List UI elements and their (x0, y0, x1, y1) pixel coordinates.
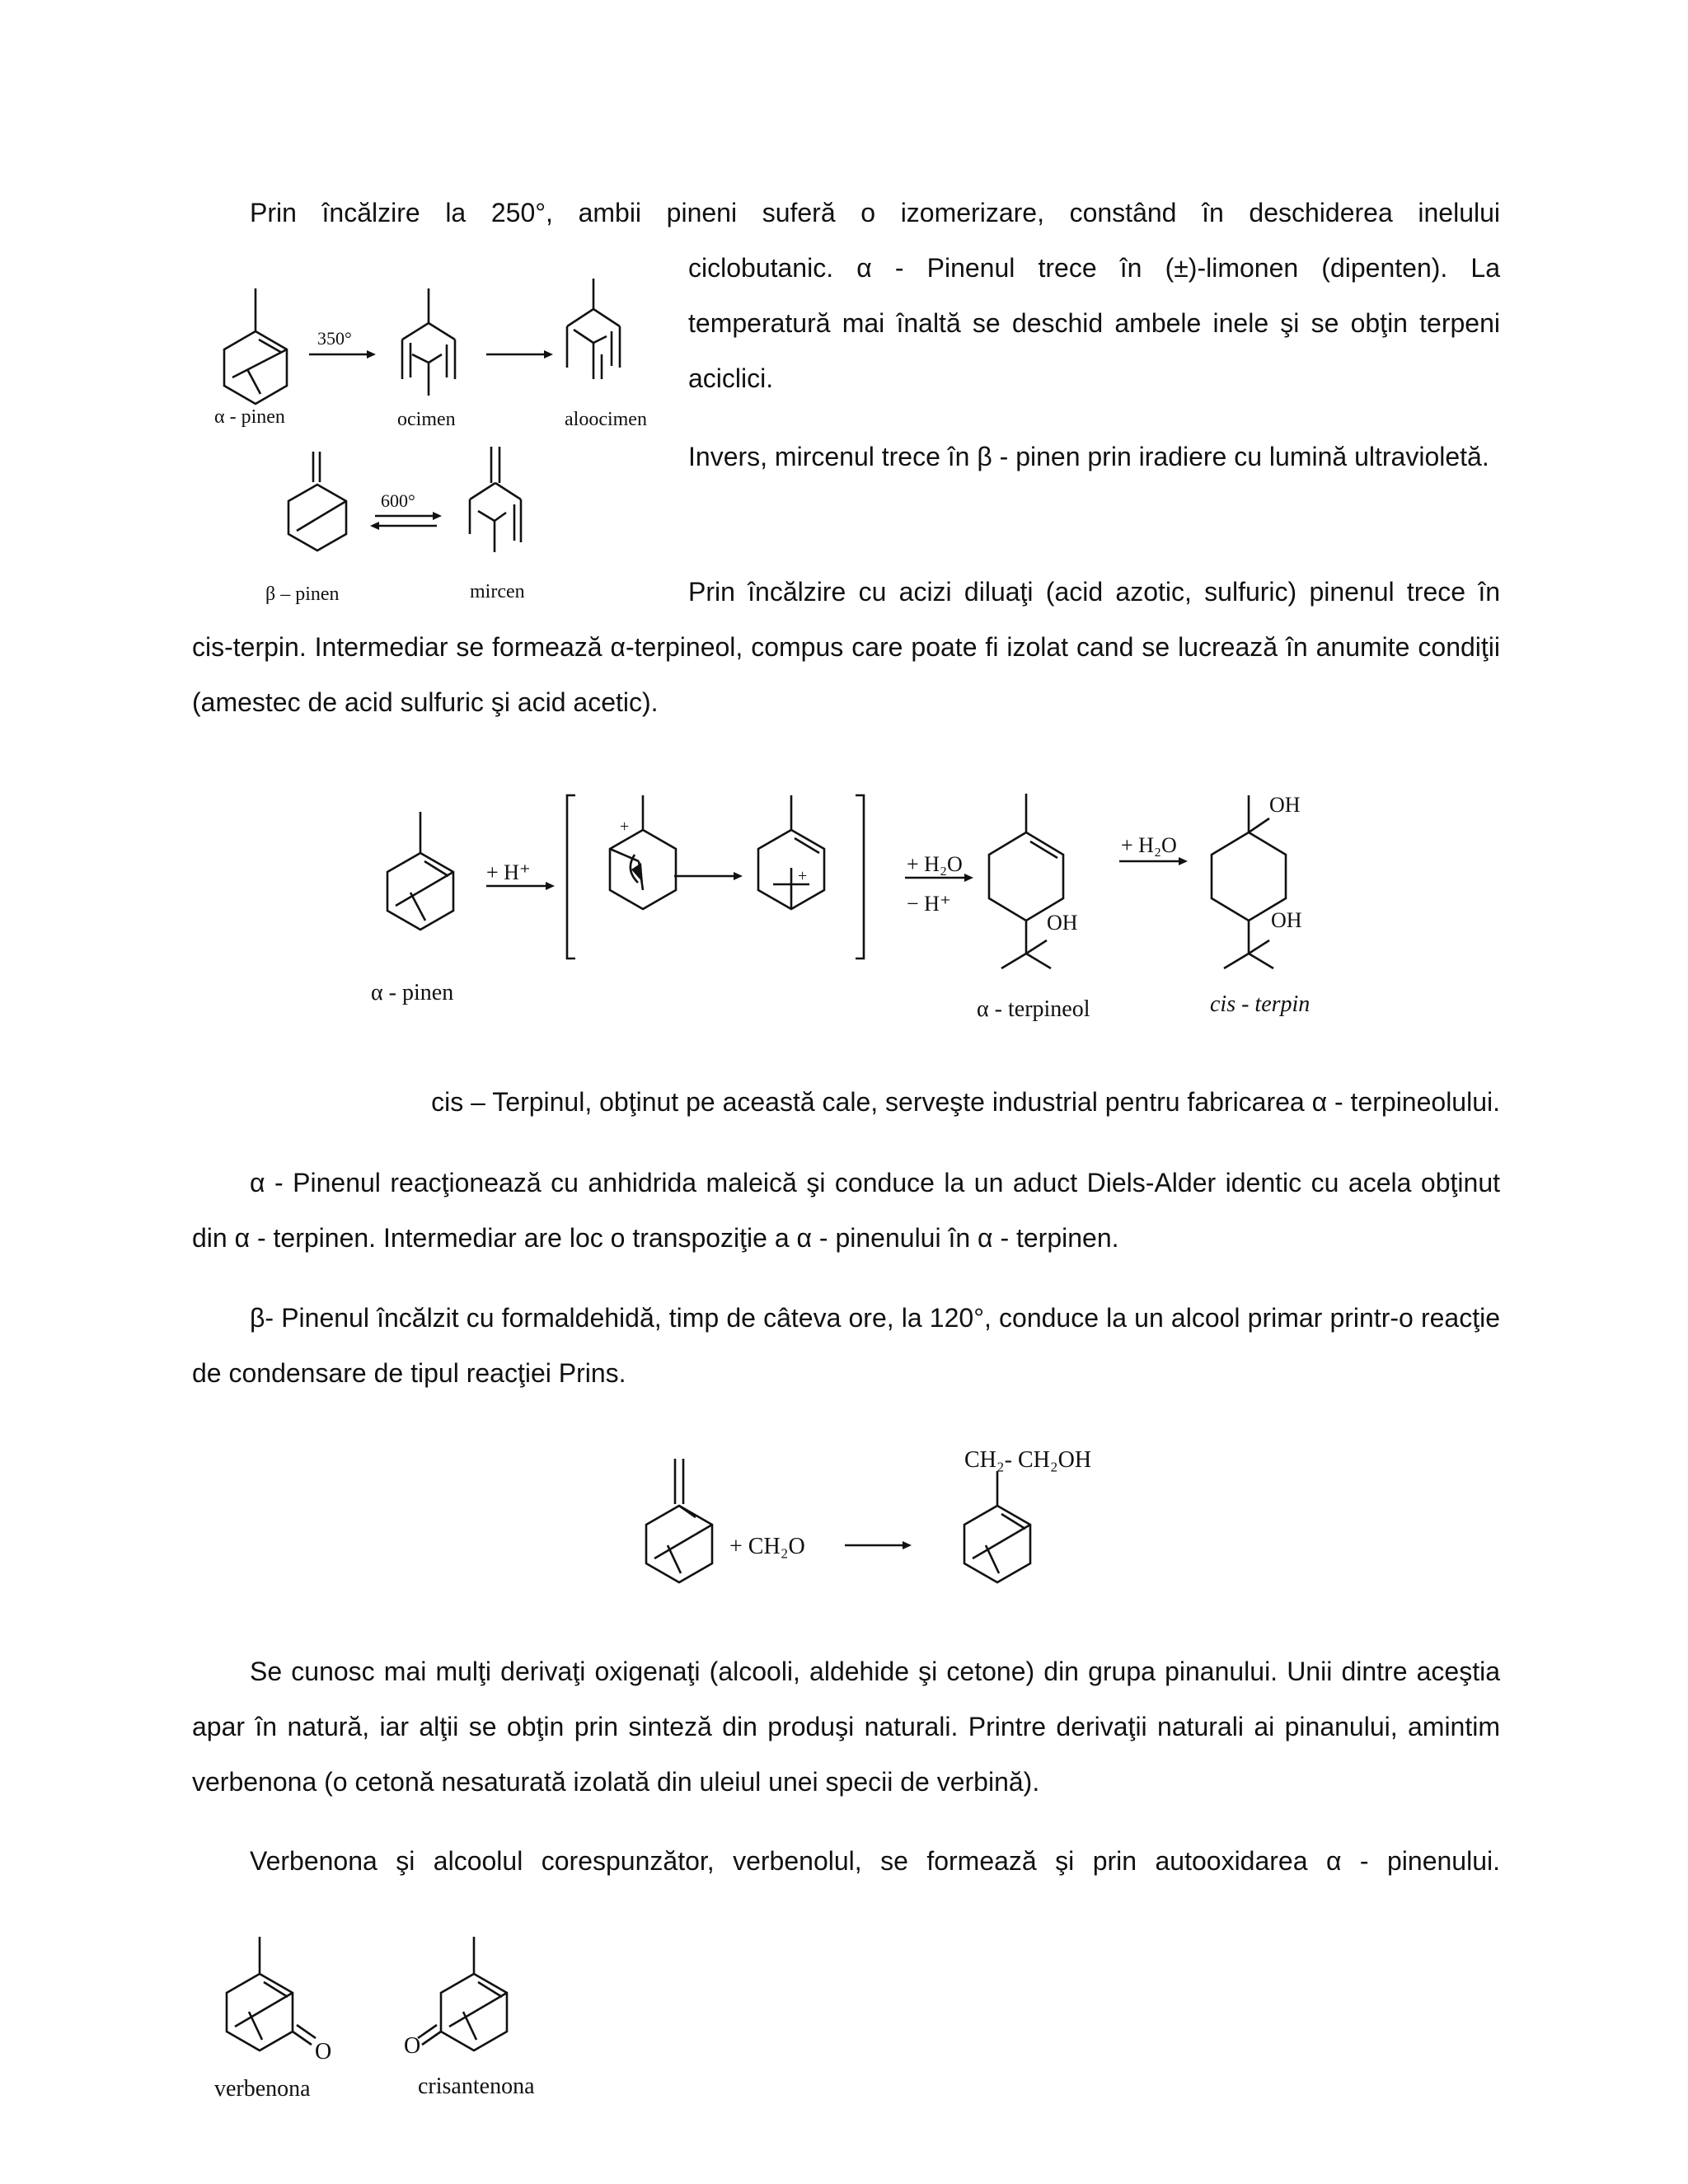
label-alpha-pinen-2: α - pinen (371, 980, 454, 1005)
paragraph-1-rest: ciclobutanic. α - Pinenul trece în (±)-limonen (dipenten). La temperatură mai înaltă se deschid ambele inele şi se obţin terpeni aciclici. (688, 253, 1500, 393)
beta-pinene-structure (288, 452, 346, 551)
temp-350: 350° (317, 328, 352, 349)
paragraph-1-line-1: Prin încălzire la 250°, ambii pineni suferă o izomerizare, constând în deschiderea inelului (250, 198, 1500, 227)
product-substituent: CH₂- CH₂OH (964, 1447, 1092, 1473)
label-crisantenona: crisantenona (418, 2074, 535, 2099)
alpha-pinene-structure (224, 288, 287, 404)
verbenone-structure (227, 1937, 316, 2050)
myrcene-structure (470, 447, 521, 552)
scheme-verbenone-chrysanthenone (206, 1908, 618, 2102)
beta-pinene-structure-2 (646, 1459, 712, 1582)
pinanyl-cation-structure (610, 795, 676, 909)
scheme-prins-reaction (610, 1438, 1104, 1611)
ocimene-structure (402, 288, 455, 396)
prins-product-structure (964, 1471, 1030, 1582)
cation-plus-2: + (798, 867, 808, 885)
paragraph-4: cis – Terpinul, obţinut pe această cale, serveşte industrial pentru fabricarea α - terpineolului. (431, 1087, 1500, 1117)
temp-600: 600° (381, 490, 415, 511)
paragraph-2: Invers, mircenul trece în β - pinen prin iradiere cu lumină ultravioletă. (688, 442, 1489, 471)
scheme-pinene-isomerization (190, 272, 684, 605)
alpha-pinene-structure-2 (387, 812, 453, 930)
cation-plus-1: + (620, 818, 630, 836)
reagent-plus-h2o-2: + H₂O (1121, 833, 1177, 857)
terpinyl-cation-structure (758, 795, 824, 909)
alpha-terpineol-structure (989, 794, 1063, 968)
chrysanthenone-structure (418, 1937, 507, 2050)
label-verbenona: verbenona (214, 2076, 311, 2102)
cis-terpin-structure (1212, 795, 1286, 968)
o-verbenone: O (315, 2039, 332, 2064)
oh-terpin-top: OH (1269, 793, 1301, 817)
scheme-terpin-formation (363, 779, 1368, 1026)
paragraph-3-first-line: Prin încălzire cu acizi diluaţi (acid azotic, sulfuric) pinenul trece în (688, 577, 1500, 607)
label-alpha-terpineol: α - terpineol (977, 996, 1090, 1022)
reagent-ch2o: + CH₂O (729, 1534, 805, 1559)
label-beta-pinen: β – pinen (265, 583, 340, 605)
reagent-h-plus: + H⁺ (486, 860, 531, 884)
label-ocimen: ocimen (397, 409, 456, 430)
label-cis-terpin: cis - terpin (1210, 991, 1311, 1017)
paragraph-5: α - Pinenul reacţionează cu anhidrida maleică şi conduce la un aduct Diels-Alder identic cu acela obţinut din α - terpinen. Intermediar are loc o transpoziţie a α - pinenului în α - terpinen. (192, 1168, 1500, 1253)
alloocimene-structure (567, 279, 620, 379)
paragraph-3-rest: cis-terpin. Intermediar se formează α-terpineol, compus care poate fi izolat cand se lucrează în anumite condiţii (amestec de acid sulfuric şi acid acetic). (192, 632, 1500, 717)
o-chrysanthenone: O (404, 2033, 421, 2059)
paragraph-7: Se cunosc mai mulţi derivaţi oxigenaţi (alcooli, aldehide şi cetone) din grupa pinanului. Unii dintre aceştia apar în natură, iar alţii se obţin prin sinteză din produşi naturali. Printre derivaţii naturali ai pinanului, amintim verbenona (o cetonă nesaturată izolată din uleiul unei specii de verbină). (192, 1657, 1500, 1797)
label-aloocimen: aloocimen (565, 409, 647, 430)
reagent-plus-h2o-1: + H₂O (907, 852, 963, 876)
paragraph-8: Verbenona şi alcoolul corespunzător, verbenolul, se formează şi prin autooxidarea α - pinenului. (250, 1846, 1500, 1876)
label-mircen: mircen (470, 581, 525, 602)
oh-terpineol: OH (1047, 911, 1078, 935)
paragraph-6: β- Pinenul încălzit cu formaldehidă, timp de câteva ore, la 120°, conduce la un alcool primar printr-o reacţie de condensare de tipul reacţiei Prins. (192, 1303, 1500, 1388)
label-alpha-pinen: α - pinen (214, 406, 285, 428)
reagent-minus-h: − H⁺ (907, 892, 951, 916)
oh-terpin-bottom: OH (1271, 908, 1302, 932)
